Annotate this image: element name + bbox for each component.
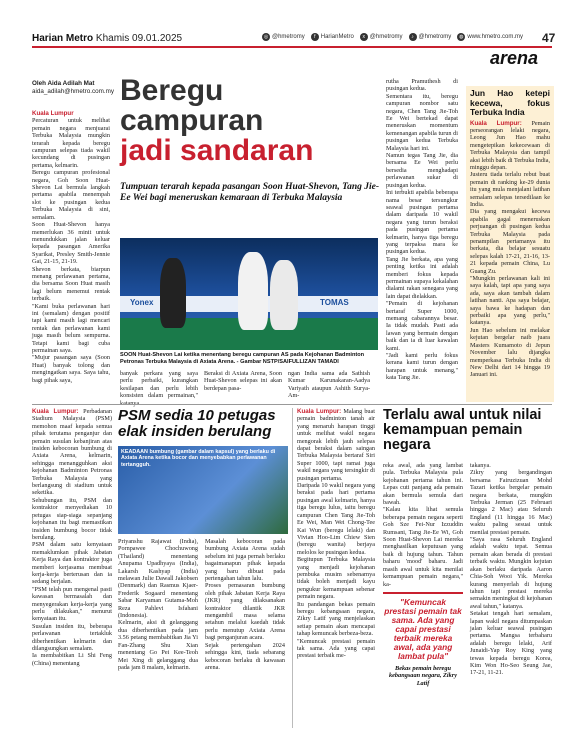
- dateline: Kuala Lumpur: [32, 110, 74, 117]
- paragraph: Tang Jie berkata, apa yang penting ketika ini adalah memberi fokus kepada permainan supaya kekalahan dialami rakan senegara yang lain dapat dielakkan.: [386, 255, 458, 300]
- terlalu-column-right: [470, 462, 552, 677]
- paragraph: Soon Huat-Shevon hanya memerlukan 36 minit untuk menundukkan jalan keluar kepada pasangan Amerika Syarikat, Presley Smith-Jennie Gai, 21-15, 21-19.: [32, 221, 110, 266]
- author-name: Oleh Aida Adilah Mat: [32, 80, 95, 87]
- paragraph: Jun Hao sebelum ini melakar kejutan bergelar naib juara Masters Kumamoto di Jepun November lalu dijangka memperkasa Terbuka India di New Delhi dari 14 hingga 19 Januari ini.: [470, 326, 550, 379]
- pull-quote-text: "Kemuncak prestasi pemain tak sama. Ada yang capai prestasi terbaik mereka awal, ada yang lambat pula": [384, 597, 462, 661]
- paragraph: Ia membabitkan Li Shi Feng (China) menentang: [32, 652, 112, 667]
- paragraph: Zikry yang bergandingan bersama Fairuzizuan Mohd Tazari ketika bergelar pemain negara berkata, mungkin Terbuka Jerman (25 Februari hingga 2 Mac) atau Seluruh England (11 hingga 16 Mac) waktu paling sesuai untuk menilai prestasi pemain.: [470, 469, 552, 536]
- social-item[interactable]: x @hmetromy: [360, 33, 403, 41]
- player-2: [238, 252, 268, 330]
- headline-line-3: jadi sandaran: [120, 134, 314, 167]
- paragraph: "Kemuncak prestasi pemain tak sama. Ada yang capai prestasi terbaik me-: [297, 637, 375, 660]
- paragraph: Itu pandangan bekas pemain beregu kebangsaan negara, Zikry Latif yang menjelaskan setiap pemain akan mencapai tahap kemuncak berbeza-beza.: [297, 600, 375, 638]
- paragraph: Namun tegas Tang Jie, dia bersama Ee Wei perlu bersedia menghadapi perlawanan sukar di pusingan kedua.: [386, 152, 458, 189]
- social-item[interactable]: ◍ www.hmetro.com.my: [459, 34, 523, 40]
- social-item[interactable]: ♪ @hmetromy: [409, 33, 452, 41]
- paragraph: Kuala Lumpur: Pemain perseorangan lelaki negara, Leong Jun Hao mahu mengetepikan kekecewaan di Terbuka Malaysia dan tampil aksi lebih baik di Terbuka India, minggu depan.: [470, 119, 550, 171]
- paragraph: Setakat tengah hari semalam, lapan wakil negara ditumpaskan jalan keluar seawal pusingan pertama. Mangsa terbaharu adalah beregu lelaki, Arif Junaidi-Yap Roy King yang tewas kepada beregu Korea, Kim Won Ho-Seo Seung Jae, 17-21, 11-21.: [470, 610, 552, 677]
- photo-caption: SOON Huat-Shevon Lai ketika menentang beregu campuran AS pada Kejohanan Badminton Petronas Terbuka Malaysia di Axiata Arena. - Gambar NSTP/SAIFULLIZAN TAMADI: [120, 352, 365, 365]
- paragraph: Priyanshu Rajawat (India), Pornpawee Chochuwong (Thailand) menentang Anupama Upadhyaya (India), Lakarsh Kashyap (India) melawan Julie Dawall Jakobsen (Denmark) dan Rasmus Kjaer-Frederik Sogaard menentang Sabar Karyaman Gutama-Moh Reza Pahlevi Isfahani (Indonesia).: [118, 538, 198, 620]
- player-1: [160, 258, 186, 328]
- paragraph: Susulan insiden itu, beberapa perlawanan tertakluk diberhentikan kelmarin dan dilangsungkan semalam.: [32, 622, 112, 652]
- paragraph: Masalah kebocoran pada bumbung Axiata Arena sudah sebelum ini juga pernah berlaku bagaimanapun pihak kepada yang baru dibuat pada pertengahan tahun lalu.: [205, 538, 285, 583]
- paragraph: "Pemain di kejohanan bertaraf Super 1000, memang cabarannya besar. Ia tidak mudah. Pasti ada lawan yang bermain dengan baik dan ia di luar kawalan kami.: [386, 300, 458, 352]
- paragraph: "Saya rasa Seluruh England adalah waktu tepat. Semua pemain akan berada di prestasi terbaik waktu. Mungkin kejutan akan berlaku daripada Aaron Chia-Soh Wooi Yik. Mereka kurang menyerlah di hujung tahun tapi prestasi mereka semakin meningkat di kejohanan awal tahun," katanya.: [470, 536, 552, 610]
- paragraph: Dia yang mengakui kecewa apabila gagal meneruskan perjuangan di pusingan kedua Terbuka Malaysia pada penampilan pertamanya itu berkata, dia belajar sesuatu selepas kalah 17-21, 21-16, 13-21 kepada pemain China, Lu Guang Zu.: [470, 208, 550, 275]
- terlalu-column-mid: [383, 462, 463, 588]
- psm-headline: [118, 408, 288, 440]
- sidebar-story: [466, 86, 554, 402]
- section-label: arena: [490, 48, 539, 68]
- x-icon: x: [360, 33, 368, 41]
- social-item[interactable]: ◎ @hmetromy: [263, 34, 305, 40]
- tiktok-icon: ♪: [409, 33, 417, 41]
- paragraph: Sehubungan itu, PSM dan kontraktor menyediakan 10 petugas siap-siaga sepanjang kejohanan itu bagi memastikan insiden bumbung bocor tidak berulang.: [32, 496, 112, 541]
- page-number: 47: [542, 31, 556, 45]
- paragraph: Kuala Lumpur: Perbadanan Stadium Malaysia (PSM) memohon maaf kepada semua pihak terutama penganjur dan pemain susulan kebanjiran atas insiden kebocoran bumbung di Axiata Arena, kelmarin, sehingga menangguhkan aksi kejohanan Badminton Petronas Terbuka Malaysia yang berlangsung di stadium untuk seketika.: [32, 408, 112, 497]
- paragraph: "PSM telah pun mengenal pasti kawasan bermasalah dan menyegerakan kerja-kerja yang perlu dilakukan," menurut kenyataan itu.: [32, 585, 112, 623]
- byline: [32, 80, 112, 95]
- paragraph: Justeru tiada terlalu rebut buat pemain di ranking ke-29 dunia itu yang mula menjalani latihan semalam selepas tersedilaan ke India.: [470, 171, 550, 208]
- column-e: [288, 370, 370, 400]
- player-3: [270, 260, 298, 330]
- psm-column-mid: [118, 538, 198, 671]
- paragraph: rutha Pramuthesh di pusingan kedua.: [386, 78, 458, 93]
- paragraph: "Mujur pasangan saya (Soon Huat) banyak tolong dan mengingatkan saya. Saya tahu, bagi pihak saya,: [32, 354, 110, 384]
- section-divider: [32, 404, 552, 405]
- terlalu-heading: Terlalu awal untuk nilai kemampuan pemain negara: [383, 407, 542, 453]
- paragraph: Daripada 10 wakil negara yang beraksi pada hari pertama pusingan awal kelmarin, hanya tiga beregu lulus, iaitu beregu campuran Chen Tang Jie-Toh Ee Wei, Man Wei Chong-Tee Kai Wun (beregu lelaki) dan Vivian Hoo-Lim Chiew Sien (beregu wanita) berjaya melolos ke pusingan kedua.: [297, 482, 375, 556]
- column-c: [120, 370, 198, 407]
- paragraph: takanya.: [470, 462, 491, 469]
- psm-column-right: [205, 538, 285, 671]
- paragraph: Kelmarin, aksi di gelanggang dua diberhentikan pada jam 3.56 petang membabitkan Jia Yi Fan-Zhang Shu Xian menentang Go Pei Kee-Teoh Mei Xing di gelanggang dua pada jam 8 malam, kelmarin.: [118, 619, 198, 671]
- paragraph: Shevon berkata, biarpun menang perlawanan pertama, dia bersama Soon Huat masih lagi belum menemui rentak terbaik.: [32, 265, 110, 303]
- column-b: [386, 78, 458, 382]
- paragraph: ngan India sama ada Sathish Kumar Karunakaran-Aadya Variyath ataupun Ashith Surya-Am-: [288, 370, 370, 400]
- author-email[interactable]: aida_adilah@hmetro.com.my: [32, 87, 114, 95]
- psm-column-left: [32, 408, 112, 667]
- photo-banner-text: Yonex: [130, 298, 154, 307]
- masthead: [32, 33, 182, 44]
- globe-icon: ◍: [459, 34, 464, 40]
- deck: Tumpuan terarah kepada pasangan Soon Huat-Shevon, Tang Jie-Ee Wei bagi meneruskan kemaraan di Terbuka Malaysia: [120, 182, 380, 203]
- paragraph: Sejak pertengahan 2024 sehingga kini, tiada sebarang kebocoran berlaku di kawasan arena.: [205, 641, 285, 671]
- pull-quote: [383, 592, 463, 687]
- photo-banner-text-2: TOMAS: [320, 298, 349, 307]
- paragraph: Begitupun Terbuka Malaysia yang menjadi kejohanan pembuka musim sebenarnya tidak boleh menjadi kayu pengukur kemampuan sebenar pemain negara.: [297, 556, 375, 601]
- instagram-icon: ◎: [263, 34, 269, 40]
- headline-line-2: campuran: [120, 104, 264, 137]
- paragraph: PSM dalam satu kenyataan memaklumkan pihak Jabatan Kerja Raya dan kontraktor juga memberi kerjasama membuat kerja-kerja berterusan dan ia sedang berjalan.: [32, 541, 112, 586]
- paragraph: Percaturan untuk melihat pemain negara menjuarai Terbuka Malaysia mungkin terarah kepada beregu campuran selepas tiada wakil kecundang di pusingan pertama, kelmarin.: [32, 117, 110, 169]
- headline-line-1: Beregu: [120, 74, 224, 107]
- pull-quote-attribution: Bekas pemain beregu kebangsaan negara, Zikry Latif: [388, 665, 458, 687]
- paragraph: reka awal, ada yang lambat pula. Terbuka Malaysia pula kejohanan pertama tahun ini. Lepas cuti panjang ada pemain akan bermula semula dari bawah.: [383, 462, 463, 507]
- vertical-divider: [292, 408, 293, 728]
- paragraph: "Kalau kita lihat semula beberapa pemain negara seperti Goh Sze Fei-Nur Izzuddin Rumsani, Tang Jie-Ee Wi, Goh Soon Huat-Shevon Lai mereka menghasilkan keputusan yang baik di hujung tahun. Tahun baharu 'mood' baharu. Jadi masih awal untuk kita menilai kemampuan pemain negara," ka-: [383, 506, 463, 588]
- terlalu-headline: [383, 408, 553, 453]
- sidebar-heading: Jun Hao ketepi kecewa, fokus Terbuka India: [470, 88, 550, 117]
- paragraph: banyak perkara yang saya perlu perbaiki, kurangkan kesilapan dan perlu lebih konsisten dalam permainan,": [120, 370, 198, 400]
- paragraph: Sementara itu, beregu campuran nombor satu negara, Chen Tang Jie-Toh Ee Wei bertekad dapat meneruskan momentum kemenangan apabila turun di pusingan kedua Terbuka Malaysia hari ini.: [386, 92, 458, 152]
- column-a: [32, 110, 110, 384]
- paper-date: Khamis 09.01.2025: [95, 33, 183, 44]
- psm-photo-caption: KEADAAN bumbung (gambar dalam kapsul) yang berlaku di Axiata Arena ketika bocor dan menyebabkan perlawanan tertangguh.: [121, 449, 276, 468]
- paper-name: Harian Metro: [32, 33, 94, 44]
- main-photo: [120, 238, 378, 350]
- paragraph: "Jadi kami perlu fokus kerana kami turun dengan harapan untuk menang," kata Tang Jie.: [386, 352, 458, 382]
- paragraph: "Mungkin perlawanan kali ini saya kalah, tapi apa yang saya ada, saya akan tambah dalam latihan nanti. Apa saya belajar, saya bawa ke hadapan dan perbaiki apa yang perlu," katanya.: [470, 275, 550, 327]
- terlalu-column-left: [297, 408, 375, 660]
- column-d: [204, 370, 282, 392]
- paragraph: Ini terbukti apabila beberapa nama besar tersungkur seawal pusingan pertama dalam daripada 10 wakil negara yang turun beraksi pada pusingan pertama kelmarin, hanya tiga beregu yang terpaksa mara ke pusingan kedua.: [386, 189, 458, 256]
- paragraph: Kuala Lumpur: Malang buat pemain badminton tanah air yang menaruh harapan tinggi untuk melihat wakil negara mengorak lebih jauh selepas dapat beraksi dalam saingan Terbuka Malaysia bertaraf Siri Super 1000, tapi ramai juga wakil negara yang tersingkir di pusingan pertama.: [297, 408, 375, 482]
- psm-heading: PSM sedia 10 petugas elak insiden berulang: [118, 407, 276, 440]
- paragraph: Beraksi di Axiata Arena, Soon Huat-Shevon selepas ini akan berdepan pasa-: [204, 370, 282, 392]
- main-headline: [120, 76, 380, 166]
- paragraph: "Kami buka perlawanan hari ini (semalam) dengan positif tapi kami masih lagi mencari rentak dan perlawanan kami juga masih belum sempurna. Tetapi kami bagi cuba permainan saya.: [32, 302, 110, 354]
- facebook-icon: f: [311, 33, 319, 41]
- social-item[interactable]: f HarianMetro: [311, 33, 354, 41]
- header-rule: [32, 46, 552, 48]
- social-bar: [262, 33, 523, 41]
- paragraph: Beregu campuran profesional negara, Goh Soon Huat-Shevon Lai bermula langkah pertama apabila menempah slot ke pusingan kedua Terbuka Malaysia di sini, semalam.: [32, 169, 110, 221]
- paragraph: Proses pemasaran bumbung oleh pihak Jabatan Kerja Raya (JKR) yang dilaksanakan kontraktor dilantik JKR mengambil masa selama setahun melalui kaedah tidak perlu menutup Axiata Arena bagi penganjuran acara.: [205, 582, 285, 642]
